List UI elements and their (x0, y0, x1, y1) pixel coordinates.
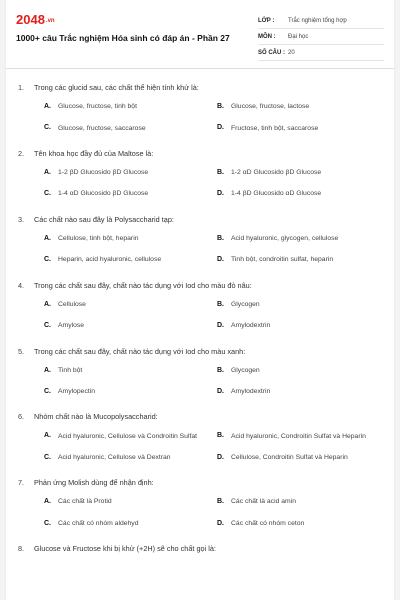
option-text: Glucose, fructose, lactose (231, 103, 310, 111)
question-item (18, 281, 382, 331)
option-text: Cellulose (58, 300, 86, 308)
question-text: Nhóm chất nào là Mucopolysaccharid: (34, 412, 158, 422)
option-text: Amylodextrin (231, 388, 271, 396)
option-letter: A. (44, 300, 51, 308)
question-text: Tên khoa học đầy đủ của Maltose là: (34, 148, 154, 158)
question-item (18, 478, 382, 528)
option-text: Các chất là acid amin (231, 498, 296, 506)
option-text: Acid hyaluronic, Cellulose và Dextran (58, 453, 171, 461)
question-stem (18, 149, 382, 158)
meta-row-count (258, 45, 384, 61)
option-text: Glucose, fructose, tinh bột (58, 103, 137, 111)
meta-row-class (258, 13, 384, 29)
option-text: Acid hyaluronic, glycogen, cellulose (231, 234, 339, 242)
question-item (18, 83, 382, 133)
question-list (6, 69, 394, 553)
question-item (18, 412, 382, 462)
meta-label: MÔN : (258, 33, 276, 40)
option-letter: D. (217, 124, 224, 132)
question-item (18, 149, 382, 199)
option-letter: C. (44, 322, 51, 330)
answer-option[interactable] (217, 453, 382, 462)
option-letter: D. (217, 322, 224, 330)
question-number: 6. (18, 412, 25, 422)
option-letter: D. (217, 190, 224, 198)
question-text: Trong các glucid sau, các chất thể hiện tính khử là: (34, 83, 199, 92)
option-letter: D. (217, 256, 224, 264)
answer-option[interactable] (217, 102, 382, 111)
option-text: Acid hyaluronic, Condroitin Sulfat và Heparin (231, 432, 366, 440)
question-stem (18, 83, 382, 92)
option-letter: A. (44, 234, 51, 242)
answer-option[interactable] (44, 366, 209, 375)
option-text: 1-2 βD Glucosido βD Glucose (58, 169, 149, 176)
answer-option[interactable] (217, 497, 382, 506)
question-stem (18, 478, 382, 487)
option-letter: B. (217, 498, 224, 506)
option-text: Cellulose, tinh bột, heparin (58, 234, 139, 242)
option-text: Tinh bột (58, 366, 83, 374)
question-stem (18, 412, 382, 421)
option-text: Tinh bột, condroitin sulfat, heparin (231, 256, 334, 264)
answer-option[interactable] (44, 453, 209, 462)
question-item (18, 215, 382, 265)
option-text: Glycogen (231, 366, 260, 374)
answer-option[interactable] (217, 321, 382, 330)
logo-text: 2048 (16, 12, 45, 27)
question-item (18, 347, 382, 397)
answer-options (18, 431, 382, 462)
answer-option[interactable] (217, 387, 382, 396)
option-letter: A. (44, 432, 51, 440)
answer-option[interactable] (44, 497, 209, 506)
question-number: 1. (18, 83, 25, 92)
question-text: Trong các chất sau đây, chất nào tác dụng với Iod cho màu xanh: (34, 346, 246, 356)
question-number: 4. (18, 280, 25, 290)
option-text: Các chất là Protid (58, 498, 112, 506)
document-title: 1000+ câu Trắc nghiệm Hóa sinh có đáp án - Phần 27 (16, 33, 230, 43)
option-letter: D. (217, 453, 224, 461)
answer-option[interactable] (44, 519, 209, 528)
meta-row-subject (258, 29, 384, 45)
answer-option[interactable] (217, 189, 382, 198)
answer-options (18, 234, 382, 265)
option-text: Amylose (58, 322, 85, 330)
answer-option[interactable] (217, 431, 382, 440)
answer-option[interactable] (217, 123, 382, 132)
meta-label: SỐ CÂU : (258, 49, 285, 56)
answer-option[interactable] (44, 255, 209, 264)
option-text: Các chất có nhóm aldehyd (58, 519, 139, 527)
option-text: Amylopectin (58, 388, 96, 396)
option-letter: A. (44, 498, 51, 506)
option-letter: C. (44, 453, 51, 461)
question-text: Glucose và Fructose khi bị khử (+2H) sẽ cho chất gọi là: (34, 544, 216, 554)
meta-value: 20 (288, 49, 295, 56)
question-number: 2. (18, 148, 25, 158)
option-letter: C. (44, 124, 51, 132)
answer-options (18, 497, 382, 528)
worksheet-header (6, 0, 394, 69)
option-letter: B. (217, 432, 224, 440)
question-text: Trong các chất sau đây, chất nào tác dụng với Iod cho màu đỏ nâu: (34, 280, 252, 290)
question-text: Phản ứng Molish dùng để nhận định: (34, 478, 154, 488)
document-meta (258, 13, 384, 61)
question-stem (18, 215, 382, 224)
question-number: 7. (18, 478, 25, 488)
option-letter: C. (44, 256, 51, 264)
question-stem (18, 347, 382, 356)
option-letter: C. (44, 190, 51, 198)
question-number: 5. (18, 346, 25, 356)
answer-option[interactable] (217, 234, 382, 243)
option-text: 1-4 βD Glucosido αD Glucose (231, 190, 322, 198)
option-text: 1-4 αD Glucosido βD Glucose (58, 190, 149, 198)
option-letter: B. (217, 103, 224, 110)
option-letter: A. (44, 168, 51, 176)
answer-option[interactable] (217, 300, 382, 309)
option-letter: C. (44, 519, 51, 527)
answer-options (18, 168, 382, 199)
option-letter: D. (217, 387, 224, 395)
option-letter: A. (44, 103, 51, 110)
option-text: 1-2 αD Glucosido βD Glucose (231, 169, 322, 176)
answer-option[interactable] (44, 123, 209, 132)
answer-option[interactable] (44, 321, 209, 330)
option-text: Glucose, fructose, saccarose (58, 124, 146, 132)
option-letter: B. (217, 366, 224, 374)
answer-option[interactable] (44, 189, 209, 198)
question-number: 3. (18, 214, 25, 224)
meta-label: LỚP : (258, 17, 275, 24)
option-text: Heparin, acid hyaluronic, cellulose (58, 256, 162, 264)
answer-option[interactable] (44, 300, 209, 309)
answer-options (18, 366, 382, 397)
answer-option[interactable] (217, 366, 382, 375)
answer-option[interactable] (44, 168, 209, 177)
option-letter: B. (217, 168, 224, 176)
answer-option[interactable] (44, 102, 209, 111)
question-stem (18, 544, 382, 553)
option-letter: C. (44, 387, 51, 395)
meta-value: Trắc nghiệm tổng hợp (288, 17, 347, 24)
option-text: Các chất có nhóm ceton (231, 519, 305, 527)
option-text: Glycogen (231, 300, 260, 308)
answer-option[interactable] (217, 168, 382, 177)
question-text: Các chất nào sau đây là Polysaccharid tạp: (34, 214, 174, 224)
answer-option[interactable] (44, 387, 209, 396)
answer-option[interactable] (44, 431, 209, 440)
option-text: Amylodextrin (231, 322, 271, 330)
question-stem (18, 281, 382, 290)
answer-option[interactable] (217, 255, 382, 264)
option-letter: B. (217, 234, 224, 242)
question-item (18, 544, 382, 553)
meta-value: Đại học (288, 33, 309, 40)
option-letter: A. (44, 366, 51, 374)
answer-options (18, 102, 382, 133)
option-letter: B. (217, 300, 224, 308)
answer-option[interactable] (217, 519, 382, 528)
site-logo[interactable] (16, 12, 55, 27)
option-letter: D. (217, 519, 224, 527)
option-text: Acid hyaluronic, Cellulose và Condroitin Sulfat (58, 432, 198, 440)
worksheet-page (6, 0, 394, 600)
option-text: Cellulose, Condroitin Sulfat và Heparin (231, 453, 348, 461)
logo-tld: .vn (45, 17, 55, 24)
question-number: 8. (18, 544, 25, 554)
answer-options (18, 300, 382, 331)
answer-option[interactable] (44, 234, 209, 243)
option-text: Fructose, tinh bột, saccarose (231, 124, 319, 132)
